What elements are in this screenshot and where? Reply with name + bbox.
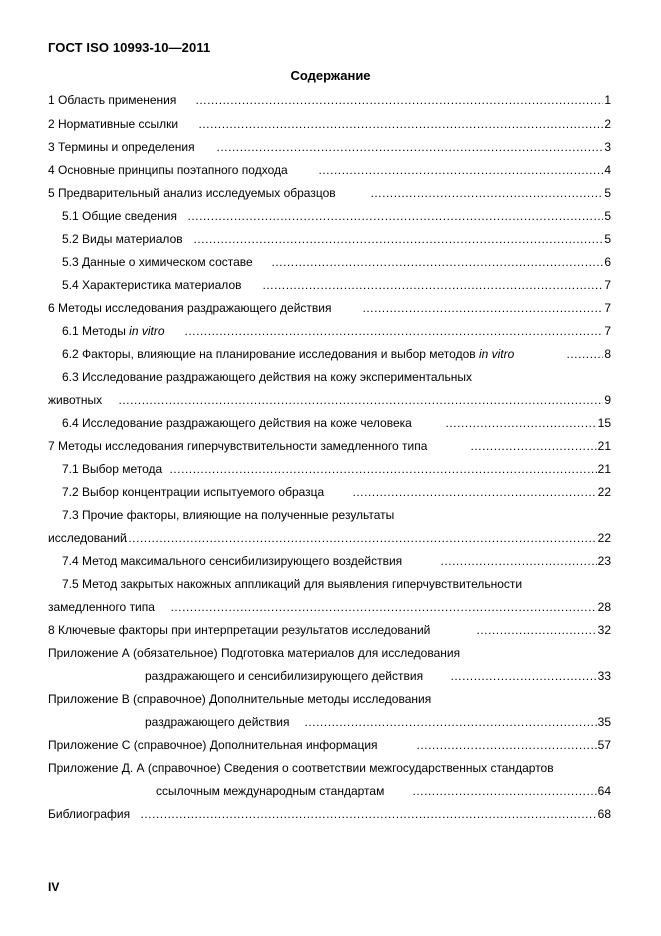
toc-title: Содержание	[290, 68, 371, 83]
toc-entry-text: 6.3 Исследование раздражающего действия на кожу экспериментальных	[62, 370, 473, 384]
toc-entry-text: раздражающего действия	[145, 715, 290, 729]
toc-entry-text: 6.4 Исследование раздражающего действия на коже человека	[62, 416, 412, 430]
toc-leader	[566, 346, 603, 362]
toc-entry-text: 7.4 Метод максимального сенсибилизирующего воздействия	[62, 554, 403, 568]
toc-leader	[271, 254, 603, 270]
toc-entry[interactable]	[0, 668, 661, 684]
toc-entry[interactable]	[0, 231, 661, 247]
toc-leader	[450, 668, 597, 684]
toc-entry-line1[interactable]	[0, 691, 661, 707]
toc-entry-page: 1	[604, 93, 611, 107]
toc-entry-page: 21	[597, 462, 611, 476]
toc-entry-page: 28	[597, 600, 611, 614]
toc-entry-text-prefix: 6.1 Методы	[62, 324, 130, 338]
toc-leader	[118, 392, 603, 408]
toc-entry-text: 5.3 Данные о химическом составе	[62, 255, 253, 269]
toc-entry[interactable]	[0, 139, 661, 155]
toc-entry[interactable]	[0, 208, 661, 224]
toc-entry-text: 7 Методы исследования гиперчувствительности замедленного типа	[48, 439, 428, 453]
toc-entry-page: 3	[604, 140, 611, 154]
toc-entry[interactable]	[0, 415, 661, 431]
toc-entry-page: 68	[597, 807, 611, 821]
toc-leader	[124, 530, 597, 546]
toc-entry-page: 23	[597, 554, 611, 568]
toc-leader	[304, 714, 597, 730]
toc-entry[interactable]	[0, 277, 661, 293]
toc-leader	[187, 208, 603, 224]
toc-entry-page: 15	[597, 416, 611, 430]
toc-entry-page: 21	[597, 439, 611, 453]
toc-entry-text: Приложение С (справочное) Дополнительная информация	[48, 738, 378, 752]
toc-entry[interactable]	[0, 323, 661, 339]
toc-entry-page: 5	[604, 209, 611, 223]
toc-entry-page: 7	[604, 278, 611, 292]
toc-entry[interactable]	[0, 737, 661, 753]
toc-entry-text: 2 Нормативные ссылки	[48, 117, 179, 131]
toc-leader	[476, 622, 597, 638]
toc-entry-text: 7.1 Выбор метода	[62, 462, 163, 476]
toc-entry[interactable]	[0, 116, 661, 132]
toc-leader	[416, 737, 597, 753]
toc-entry-text: раздражающего и сенсибилизирующего действия	[145, 669, 424, 683]
toc-entry-text: Приложение Д. А (справочное) Сведения о соответствии межгосударственных стандартов	[48, 761, 554, 775]
toc-entry-page: 7	[604, 324, 611, 338]
document-header: ГОСТ ISO 10993-10—2011	[48, 40, 211, 55]
toc-entry[interactable]	[0, 783, 661, 799]
toc-leader	[412, 783, 597, 799]
toc-entry-text: 3 Термины и определения	[48, 140, 195, 154]
toc-entry[interactable]	[0, 714, 661, 730]
toc-entry[interactable]	[0, 461, 661, 477]
toc-entry[interactable]	[0, 484, 661, 500]
toc-leader	[169, 461, 597, 477]
toc-entry-text: 5.1 Общие сведения	[62, 209, 177, 223]
toc-leader	[362, 300, 603, 316]
toc-entry-text: ссылочным международным стандартам	[156, 784, 385, 798]
toc-entry[interactable]	[0, 806, 661, 822]
toc-entry-page: 2	[604, 117, 611, 131]
toc-leader	[318, 162, 603, 178]
toc-entry-page: 32	[597, 623, 611, 637]
toc-leader	[445, 415, 597, 431]
toc-entry-page: 22	[597, 531, 611, 545]
toc-entry-text-italic: in vitro	[478, 347, 515, 361]
toc-entry-text: исследований	[48, 531, 127, 545]
toc-entry[interactable]	[0, 553, 661, 569]
toc-entry-line1[interactable]	[0, 645, 661, 661]
toc-entry-line1[interactable]	[0, 576, 661, 592]
toc-leader	[195, 92, 603, 108]
toc-leader	[184, 323, 603, 339]
toc-entry-text: 7.2 Выбор концентрации испытуемого образца	[62, 485, 325, 499]
toc-entry-text: 8 Ключевые факторы при интерпретации результатов исследований	[48, 623, 431, 637]
toc-entry[interactable]	[0, 300, 661, 316]
toc-entry[interactable]	[0, 392, 661, 408]
toc-leader	[262, 277, 603, 293]
toc-entry-page: 7	[604, 301, 611, 315]
toc-leader	[193, 231, 603, 247]
toc-leader	[216, 139, 603, 155]
toc-entry-line1[interactable]	[0, 369, 661, 385]
toc-entry-text: Библиография	[48, 807, 131, 821]
toc-leader	[370, 185, 603, 201]
toc-entry-page: 8	[604, 347, 611, 361]
toc-entry[interactable]	[0, 438, 661, 454]
page-number: IV	[48, 880, 60, 894]
toc-entry[interactable]	[0, 530, 661, 546]
toc-entry-line1[interactable]	[0, 760, 661, 776]
toc-entry-text: 5.2 Виды материалов	[62, 232, 183, 246]
toc-entry[interactable]	[0, 162, 661, 178]
toc-entry-page: 33	[597, 669, 611, 683]
toc-entry-text: 5 Предварительный анализ исследуемых образцов	[48, 186, 336, 200]
toc-entry-text: 5.4 Характеристика материалов	[62, 278, 242, 292]
toc-entry-page: 4	[604, 163, 611, 177]
toc-entry-page: 64	[597, 784, 611, 798]
toc-entry-text: Приложение В (справочное) Дополнительные методы исследования	[48, 692, 432, 706]
toc-entry-text: 1 Область применения	[48, 93, 177, 107]
toc-leader	[470, 438, 597, 454]
toc-entry-text: 7.5 Метод закрытых накожных аппликаций для выявления гиперчувствительности	[62, 577, 523, 591]
toc-entry[interactable]	[0, 622, 661, 638]
toc-entry[interactable]	[0, 92, 661, 108]
toc-entry-text	[62, 323, 165, 339]
toc-entry-text: 7.3 Прочие факторы, влияющие на полученные результаты	[62, 508, 395, 522]
toc-entry[interactable]	[0, 185, 661, 201]
toc-entry-page: 35	[597, 715, 611, 729]
toc-entry-text: животных	[48, 393, 103, 407]
toc-leader	[140, 806, 597, 822]
toc-leader	[440, 553, 597, 569]
toc-entry-page: 5	[604, 232, 611, 246]
toc-entry-text: 6 Методы исследования раздражающего действия	[48, 301, 332, 315]
toc-entry-page: 9	[604, 393, 611, 407]
toc-entry-text	[62, 346, 514, 362]
toc-entry[interactable]	[0, 599, 661, 615]
toc-entry-line1[interactable]	[0, 507, 661, 523]
toc-entry-text: замедленного типа	[48, 600, 155, 614]
toc-entry-page: 22	[597, 485, 611, 499]
toc-entry-text: Приложение А (обязательное) Подготовка материалов для исследования	[48, 646, 461, 660]
toc-leader	[352, 484, 597, 500]
toc-entry[interactable]	[0, 254, 661, 270]
toc-leader	[198, 116, 603, 132]
toc-leader	[170, 599, 597, 615]
toc-entry-text-italic: in vitro	[129, 324, 165, 338]
toc-entry-page: 57	[597, 738, 611, 752]
toc-entry-page: 6	[604, 255, 611, 269]
toc-entry-text-prefix: 6.2 Факторы, влияющие на планирование исследования и выбор методов	[62, 347, 479, 361]
toc-entry-text: 4 Основные принципы поэтапного подхода	[48, 163, 288, 177]
toc-entry-page: 5	[604, 186, 611, 200]
toc-entry[interactable]	[0, 346, 661, 362]
